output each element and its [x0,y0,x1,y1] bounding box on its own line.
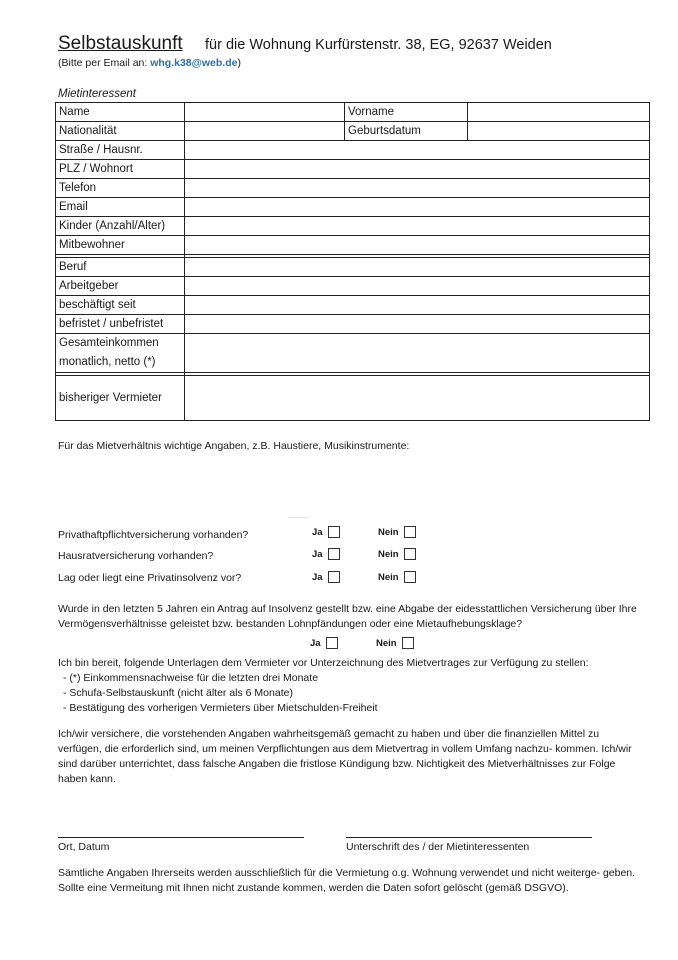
liability-nein-checkbox[interactable] [404,526,416,538]
table-row [56,141,650,160]
telefon-label: Telefon [56,179,185,198]
faint-mark [288,517,308,518]
name-field[interactable] [185,103,345,122]
beruf-field[interactable] [185,258,650,277]
household-nein-checkbox[interactable] [404,548,416,560]
email-field[interactable] [185,198,650,217]
geburtsdatum-field[interactable] [468,122,650,141]
ja-label: Ja [312,526,323,538]
claim-ja-checkbox[interactable] [326,637,338,649]
einkommen-label-line2: monatlich, netto (*) [59,356,156,368]
arbeitgeber-field[interactable] [185,277,650,296]
email-label: Email [56,198,185,217]
privacy-footer: Sämtliche Angaben Ihrerseits werden ausschließlich für die Vermietung o.g. Wohnung verwendet und nicht weiterge- geben. Sollte eine Vermeitung mit Ihnen nicht zustande kommen, werden die Daten sofort gelöscht (gemäß DSGVO). [58,867,636,894]
table-row [56,277,650,296]
einkommen-label [56,334,185,373]
nationalitaet-label: Nationalität [56,122,185,141]
document-item: - Schufa-Selbstauskunft (nicht älter als 6 Monate) [63,687,293,699]
arbeitgeber-label: Arbeitgeber [56,277,185,296]
beruf-label: Beruf [56,258,185,277]
documents-section [58,656,658,716]
email-hint [58,57,241,69]
insolvency-nein-checkbox[interactable] [404,571,416,583]
declaration-text: Ich/wir versichere, die vorstehenden Angaben wahrheitsgemäß gemacht zu haben und über die finanziellen Mittel zu verfügen, die erforderlich sind, um meinen Verpflichtungen aus dem Mietvertrag in vollem Umfang nachzu- kommen. Ich/wir sind darüber unterrichtet, dass falsche Angaben die fristlose Kündigung bzw. Nichtigkeit des Mietverhältnisses zur Folge haben kann. [58,728,632,785]
plz-field[interactable] [185,160,650,179]
documents-intro: Ich bin bereit, folgende Unterlagen dem Vermieter vor Unterzeichnung des Mietvertrages zur Verfügung zu stellen: [58,657,589,669]
kinder-label: Kinder (Anzahl/Alter) [56,217,185,236]
table-row [56,315,650,334]
claim-nein-checkbox[interactable] [402,637,414,649]
vorname-field[interactable] [468,103,650,122]
document-item: - (*) Einkommensnachweise für die letzten drei Monate [63,672,319,684]
important-info-field[interactable] [58,458,650,512]
household-nein-option[interactable] [378,548,416,560]
nein-label: Nein [378,548,399,560]
befristet-label: befristet / unbefristet [56,315,185,334]
place-date-line[interactable] [58,837,304,838]
table-row [56,334,650,373]
liability-ja-option[interactable] [312,526,340,538]
nein-label: Nein [378,526,399,538]
table-row [56,376,650,421]
nein-label: Nein [378,571,399,583]
ja-label: Ja [310,637,321,649]
table-row [56,160,650,179]
vorname-label: Vorname [345,103,468,122]
mitbewohner-field[interactable] [185,236,650,255]
mitbewohner-label: Mitbewohner [56,236,185,255]
applicant-form-table [55,102,650,421]
table-row [56,103,650,122]
name-label: Name [56,103,185,122]
einkommen-label-line1: Gesamteinkommen [59,337,159,349]
place-date-label: Ort, Datum [58,841,110,853]
table-row [56,122,650,141]
einkommen-field[interactable] [185,334,650,373]
page-subtitle: für die Wohnung Kurfürstenstr. 38, EG, 92637 Weiden [205,37,552,53]
telefon-field[interactable] [185,179,650,198]
document-item: - Bestätigung des vorherigen Vermieters über Mietschulden-Freiheit [63,702,378,714]
signature-label: Unterschrift des / der Mietinteressenten [346,841,530,853]
table-row [56,198,650,217]
beschaeftigt-field[interactable] [185,296,650,315]
insolvency-ja-option[interactable] [312,571,340,583]
email-link[interactable]: whg.k38@web.de [150,57,238,69]
table-row [56,258,650,277]
nein-label: Nein [376,637,397,649]
liability-ja-checkbox[interactable] [328,526,340,538]
geburtsdatum-label: Geburtsdatum [345,122,468,141]
vermieter-label: bisheriger Vermieter [56,376,185,421]
insolvency-question-text: Wurde in den letzten 5 Jahren ein Antrag auf Insolvenz gestellt bzw. eine Abgabe der eidesstattlichen Versicherung über Ihre Vermögensverhältnisse geleistet bzw. bestanden Lohnpfändungen oder eine Mietaufhebungsklage? [58,603,637,630]
table-row [56,179,650,198]
section-label: Mietinteressent [58,88,136,100]
table-row [56,217,650,236]
household-ja-checkbox[interactable] [328,548,340,560]
table-row [56,296,650,315]
question-household: Hausratversicherung vorhanden? [58,550,214,562]
plz-label: PLZ / Wohnort [56,160,185,179]
question-insolvency: Lag oder liegt eine Privatinsolvenz vor? [58,572,242,584]
email-hint-prefix: (Bitte per Email an: [58,57,151,69]
nationalitaet-field[interactable] [185,122,345,141]
liability-nein-option[interactable] [378,526,416,538]
strasse-label: Straße / Hausnr. [56,141,185,160]
vermieter-field[interactable] [185,376,650,421]
beschaeftigt-label: beschäftigt seit [56,296,185,315]
household-ja-option[interactable] [312,548,340,560]
ja-label: Ja [312,548,323,560]
strasse-field[interactable] [185,141,650,160]
claim-nein-option[interactable] [376,637,414,649]
insolvency-nein-option[interactable] [378,571,416,583]
signature-line[interactable] [346,837,592,838]
email-hint-suffix: ) [237,57,241,69]
kinder-field[interactable] [185,217,650,236]
table-row [56,236,650,255]
befristet-field[interactable] [185,315,650,334]
insolvency-ja-checkbox[interactable] [328,571,340,583]
claim-ja-option[interactable] [310,637,338,649]
page-title: Selbstauskunft [58,33,183,54]
important-info-label: Für das Mietverhältnis wichtige Angaben, z.B. Haustiere, Musikinstrumente: [58,440,410,452]
question-liability: Privathaftpflichtversicherung vorhanden? [58,529,249,541]
ja-label: Ja [312,571,323,583]
